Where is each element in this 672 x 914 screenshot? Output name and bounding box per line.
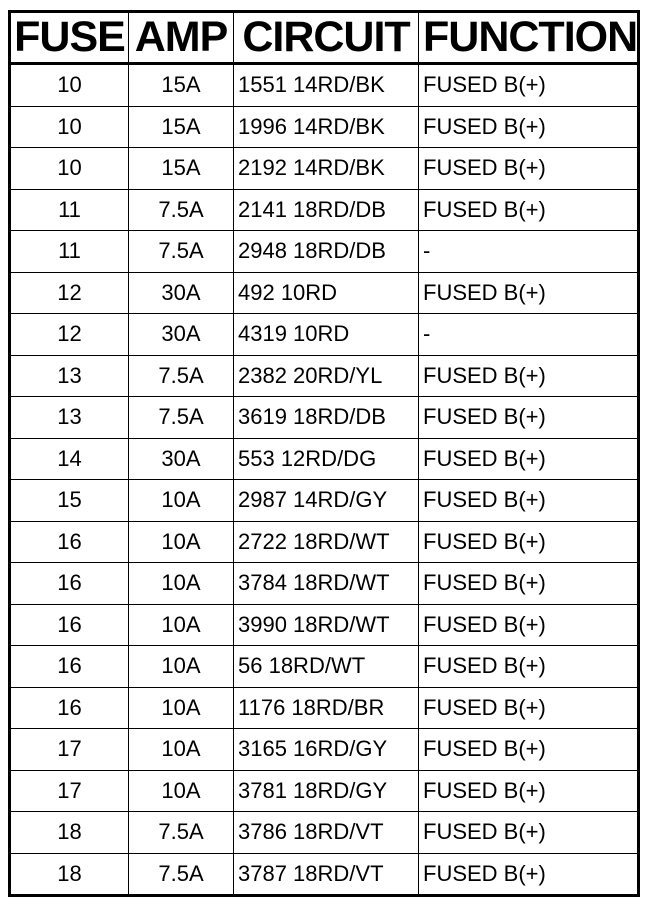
header-circuit: CIRCUIT [234, 12, 419, 64]
table-row [10, 521, 639, 563]
fuse-cell: 18 [10, 812, 129, 854]
fuse-cell: 16 [10, 521, 129, 563]
circuit-cell: 3781 18RD/GY [234, 770, 419, 812]
fuse-cell: 17 [10, 729, 129, 771]
amp-cell: 10A [129, 646, 234, 688]
function-cell: FUSED B(+) [419, 687, 639, 729]
amp-cell: 15A [129, 148, 234, 190]
function-cell: FUSED B(+) [419, 521, 639, 563]
circuit-cell: 3165 16RD/GY [234, 729, 419, 771]
fuse-cell: 12 [10, 314, 129, 356]
table-row [10, 189, 639, 231]
amp-cell: 10A [129, 604, 234, 646]
circuit-cell: 2987 14RD/GY [234, 480, 419, 522]
amp-cell: 30A [129, 438, 234, 480]
circuit-cell: 3784 18RD/WT [234, 563, 419, 605]
fuse-cell: 15 [10, 480, 129, 522]
table-row [10, 812, 639, 854]
function-cell: FUSED B(+) [419, 480, 639, 522]
fuse-cell: 11 [10, 189, 129, 231]
circuit-cell: 1551 14RD/BK [234, 64, 419, 107]
fuse-cell: 12 [10, 272, 129, 314]
table-row [10, 231, 639, 273]
function-cell: FUSED B(+) [419, 189, 639, 231]
table-row [10, 729, 639, 771]
fuse-cell: 10 [10, 148, 129, 190]
fuse-cell: 13 [10, 397, 129, 439]
table-header [10, 12, 639, 64]
circuit-cell: 1996 14RD/BK [234, 106, 419, 148]
amp-cell: 7.5A [129, 853, 234, 896]
header-function: FUNCTION [419, 12, 639, 64]
amp-cell: 10A [129, 563, 234, 605]
circuit-cell: 3619 18RD/DB [234, 397, 419, 439]
fuse-cell: 13 [10, 355, 129, 397]
circuit-cell: 2382 20RD/YL [234, 355, 419, 397]
circuit-cell: 492 10RD [234, 272, 419, 314]
function-cell: FUSED B(+) [419, 563, 639, 605]
table-row [10, 646, 639, 688]
function-cell: FUSED B(+) [419, 355, 639, 397]
function-cell: FUSED B(+) [419, 148, 639, 190]
amp-cell: 10A [129, 521, 234, 563]
function-cell: FUSED B(+) [419, 770, 639, 812]
function-cell: FUSED B(+) [419, 812, 639, 854]
function-cell: FUSED B(+) [419, 64, 639, 107]
amp-cell: 7.5A [129, 397, 234, 439]
amp-cell: 7.5A [129, 812, 234, 854]
function-cell: FUSED B(+) [419, 646, 639, 688]
amp-cell: 7.5A [129, 189, 234, 231]
fuse-cell: 14 [10, 438, 129, 480]
table-row [10, 397, 639, 439]
circuit-cell: 2141 18RD/DB [234, 189, 419, 231]
amp-cell: 10A [129, 687, 234, 729]
fuse-cell: 17 [10, 770, 129, 812]
table-row [10, 480, 639, 522]
circuit-cell: 3787 18RD/VT [234, 853, 419, 896]
header-fuse: FUSE [10, 12, 129, 64]
function-cell: FUSED B(+) [419, 729, 639, 771]
circuit-cell: 553 12RD/DG [234, 438, 419, 480]
amp-cell: 15A [129, 106, 234, 148]
function-cell: - [419, 314, 639, 356]
function-cell: FUSED B(+) [419, 272, 639, 314]
circuit-cell: 1176 18RD/BR [234, 687, 419, 729]
table-row [10, 106, 639, 148]
circuit-cell: 2722 18RD/WT [234, 521, 419, 563]
fuse-cell: 16 [10, 563, 129, 605]
fuse-cell: 10 [10, 64, 129, 107]
table-row [10, 853, 639, 896]
table-row [10, 687, 639, 729]
table-row [10, 272, 639, 314]
table-row [10, 148, 639, 190]
function-cell: - [419, 231, 639, 273]
fuse-cell: 18 [10, 853, 129, 896]
function-cell: FUSED B(+) [419, 397, 639, 439]
fuse-cell: 11 [10, 231, 129, 273]
amp-cell: 10A [129, 770, 234, 812]
table-body [10, 64, 639, 896]
table-row [10, 64, 639, 107]
table-row [10, 604, 639, 646]
table-row [10, 438, 639, 480]
circuit-cell: 3786 18RD/VT [234, 812, 419, 854]
amp-cell: 30A [129, 272, 234, 314]
table-row [10, 563, 639, 605]
circuit-cell: 56 18RD/WT [234, 646, 419, 688]
function-cell: FUSED B(+) [419, 604, 639, 646]
amp-cell: 15A [129, 64, 234, 107]
header-row [10, 12, 639, 64]
amp-cell: 10A [129, 729, 234, 771]
fuse-cell: 16 [10, 604, 129, 646]
amp-cell: 10A [129, 480, 234, 522]
circuit-cell: 2948 18RD/DB [234, 231, 419, 273]
table-row [10, 770, 639, 812]
fuse-cell: 16 [10, 687, 129, 729]
table-row [10, 314, 639, 356]
table-row [10, 355, 639, 397]
fuse-cell: 10 [10, 106, 129, 148]
function-cell: FUSED B(+) [419, 106, 639, 148]
circuit-cell: 4319 10RD [234, 314, 419, 356]
header-amp: AMP [129, 12, 234, 64]
function-cell: FUSED B(+) [419, 438, 639, 480]
fuse-table [8, 10, 640, 897]
amp-cell: 7.5A [129, 355, 234, 397]
circuit-cell: 2192 14RD/BK [234, 148, 419, 190]
amp-cell: 7.5A [129, 231, 234, 273]
function-cell: FUSED B(+) [419, 853, 639, 896]
circuit-cell: 3990 18RD/WT [234, 604, 419, 646]
amp-cell: 30A [129, 314, 234, 356]
fuse-cell: 16 [10, 646, 129, 688]
